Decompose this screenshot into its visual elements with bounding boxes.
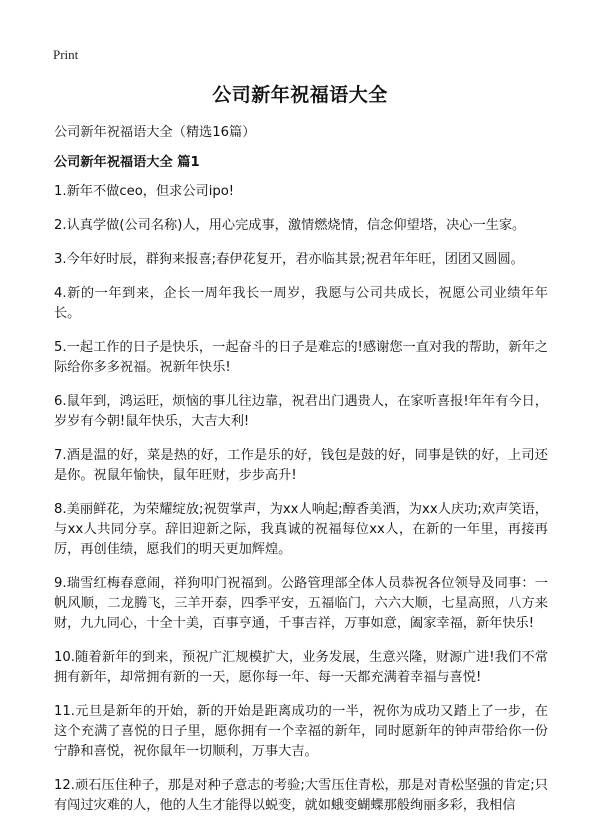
- print-link[interactable]: Print: [53, 47, 79, 62]
- paragraph-6: 6.鼠年到，鸿运旺，烦恼的事儿往边靠，祝君出门遇贵人，在家听喜报!年年有今日，岁岁有今朝!鼠年快乐，大吉大利!: [54, 394, 548, 429]
- paragraph-5: 5.一起工作的日子是快乐，一起奋斗的日子是难忘的!感谢您一直对我的帮助，新年之际给你多多祝福。祝新年快乐!: [54, 340, 548, 375]
- section-heading: 公司新年祝福语大全 篇1: [54, 155, 200, 170]
- paragraph-7: 7.酒是温的好，菜是热的好，工作是乐的好，钱包是鼓的好，同事是铁的好，上司还是你。祝鼠年愉快，鼠年旺财，步步高升!: [54, 448, 548, 483]
- paragraph-11: 11.元旦是新年的开始，新的开始是距离成功的一半，祝你为成功又踏上了一步，在这个充满了喜悦的日子里，愿你拥有一个幸福的新年，同时愿新年的钟声带给你一份宁静和喜悦，祝你鼠年一切顺利，万事大吉。: [54, 704, 548, 759]
- paragraph-9: 9.瑞雪红梅春意闹，祥狗叩门祝福到。公路管理部全体人员恭祝各位领导及同事：一帆风顺，二龙腾飞，三羊开泰，四季平安，五福临门，六六大顺，七星高照，八方来财，九九同心，十全十美，百事亨通，千事吉祥，万事如意，阖家幸福，新年快乐!: [54, 576, 548, 631]
- document-subtitle: 公司新年祝福语大全（精选16篇）: [54, 125, 256, 140]
- paragraph-4: 4.新的一年到来，企长一周年我长一周岁，我愿与公司共成长，祝愿公司业绩年年长。: [54, 286, 548, 321]
- paragraph-10: 10.随着新年的到来，预祝广汇规模扩大，业务发展，生意兴隆，财源广进!我们不常拥有新年，却常拥有新的一天，愿你每一年、每一天都充满着幸福与喜悦!: [54, 650, 548, 685]
- document-title: 公司新年祝福语大全: [212, 84, 388, 106]
- paragraph-12: 12.顽石压住种子，那是对种子意志的考验;大雪压住青松，那是对青松坚强的肯定;只有闯过灾难的人，他的人生才能得以蜕变，就如蛾变蝴蝶那般绚丽多彩，我相信: [54, 778, 548, 813]
- paragraph-8: 8.美丽鲜花，为荣耀绽放;祝贺掌声，为xx人响起;醇香美酒，为xx人庆功;欢声笑语，与xx人共同分享。辞旧迎新之际，我真诚的祝福每位xx人，在新的一年里，再接再厉，再创佳绩，愿我们的明天更加辉煌。: [54, 502, 548, 557]
- paragraph-1: 1.新年不做ceo，但求公司ipo!: [54, 184, 235, 199]
- paragraph-2: 2.认真学做(公司名称)人，用心完成事，激情燃烧情，信念仰望塔，决心一生家。: [54, 218, 526, 233]
- document-body: [54, 182, 548, 828]
- paragraph-3: 3.今年好时辰，群狗来报喜;春伊花复开，君亦临其景;祝君年年旺，团团又圆圆。: [54, 252, 524, 267]
